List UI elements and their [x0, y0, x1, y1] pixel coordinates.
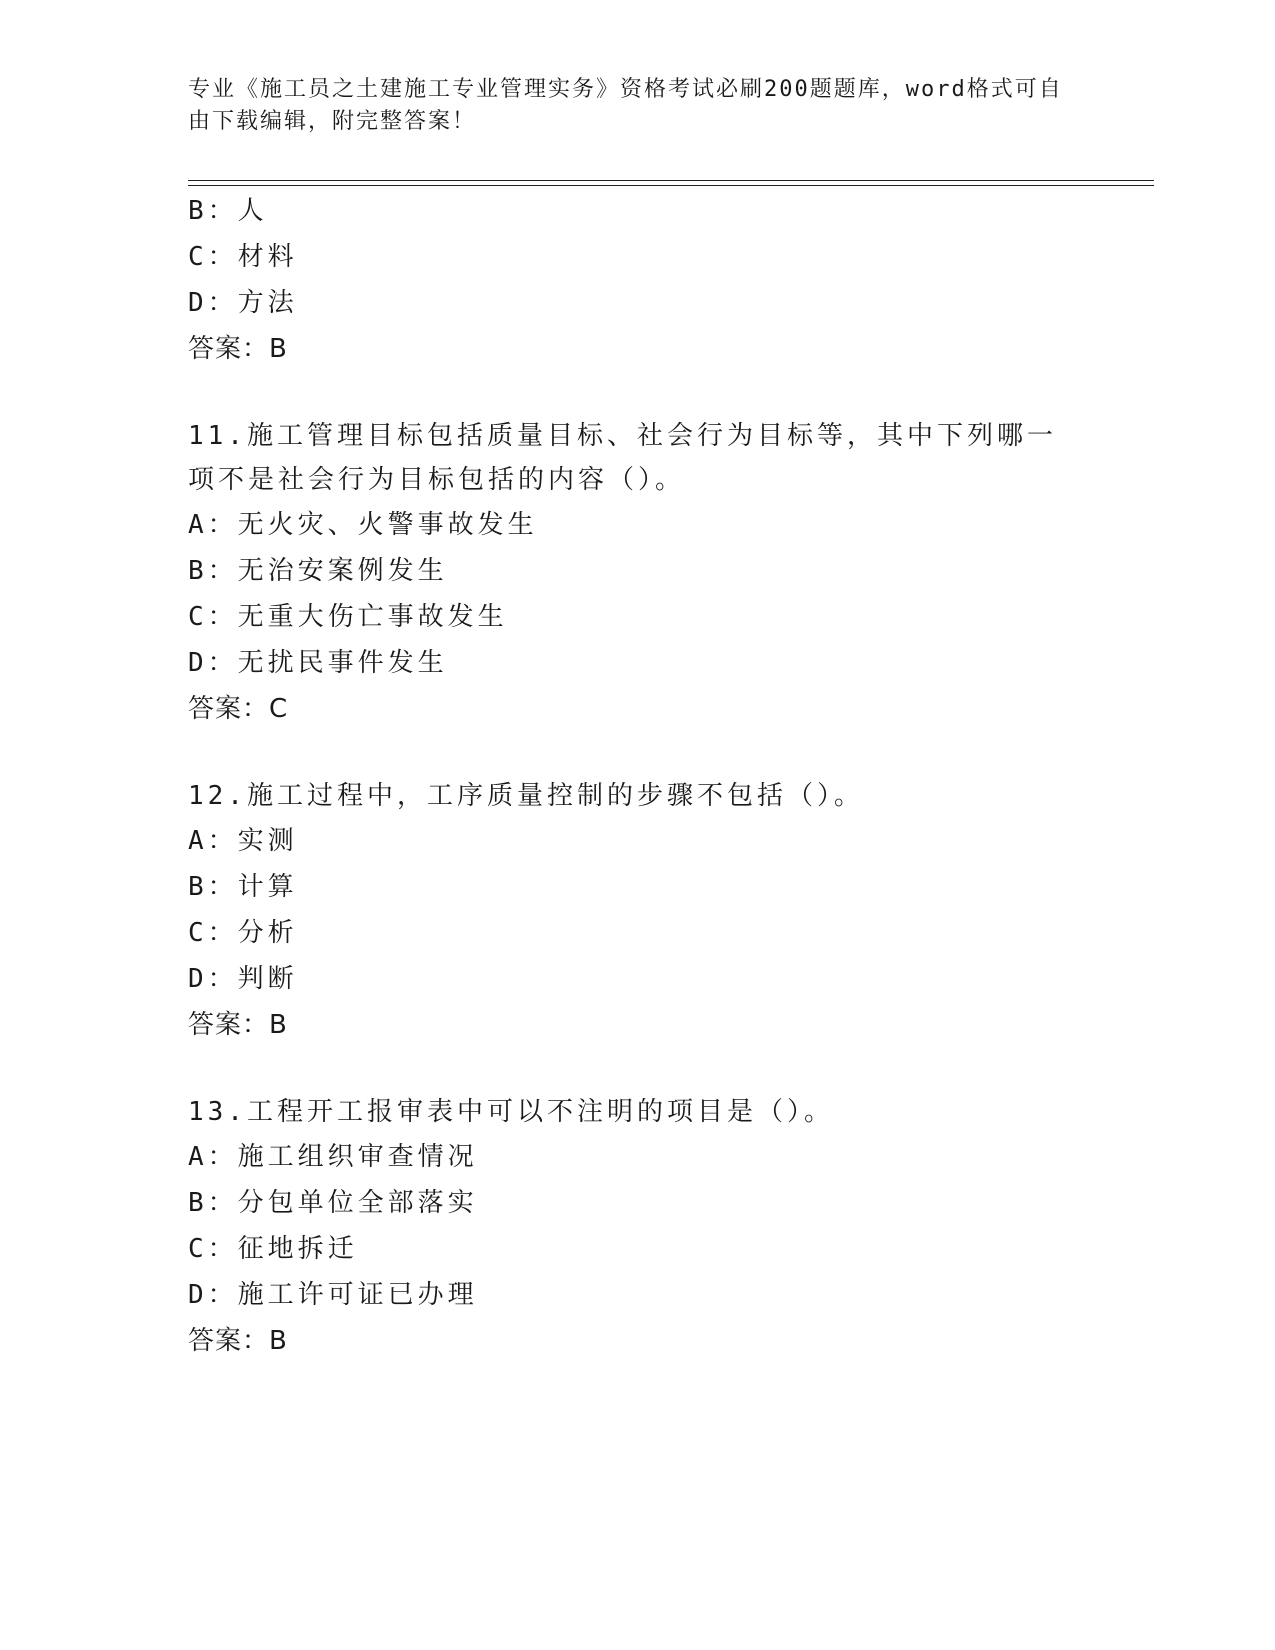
option-c: C：征地拆迁	[188, 1234, 358, 1264]
answer-line: 答案：B	[188, 1326, 288, 1356]
option-b: B：人	[188, 196, 268, 226]
option-c: C：材料	[188, 242, 298, 272]
spacer	[188, 732, 1088, 774]
option-c: C：分析	[188, 918, 298, 948]
spacer	[188, 372, 1088, 414]
option-d: D：判断	[188, 964, 298, 994]
question-text: 13.工程开工报审表中可以不注明的项目是（）。	[188, 1097, 834, 1127]
spacer	[188, 1048, 1088, 1090]
answer-line: 答案：B	[188, 1010, 288, 1040]
option-c: C：无重大伤亡事故发生	[188, 602, 508, 632]
option-b: B：分包单位全部落实	[188, 1188, 478, 1218]
question-block-12	[188, 774, 1088, 1048]
document-header-title: 专业《施工员之土建施工专业管理实务》资格考试必刷200题题库，word格式可自由下载编辑，附完整答案！	[188, 77, 1063, 134]
question-text: 11.施工管理目标包括质量目标、社会行为目标等，其中下列哪一项不是社会行为目标包括的内容（）。	[188, 421, 1057, 495]
question-list	[188, 188, 1088, 1364]
answer-line: 答案：B	[188, 334, 288, 364]
question-block-11	[188, 414, 1088, 732]
previous-question-tail	[188, 188, 1088, 372]
header-divider-bottom	[188, 185, 1154, 186]
header-divider-top	[188, 180, 1154, 181]
option-d: D：无扰民事件发生	[188, 648, 448, 678]
option-a: A：实测	[188, 826, 298, 856]
option-a: A：无火灾、火警事故发生	[188, 510, 538, 540]
question-block-13	[188, 1090, 1088, 1364]
option-b: B：计算	[188, 872, 298, 902]
option-d: D：方法	[188, 288, 298, 318]
option-a: A：施工组织审查情况	[188, 1142, 478, 1172]
option-b: B：无治安案例发生	[188, 556, 448, 586]
question-text: 12.施工过程中，工序质量控制的步骤不包括（）。	[188, 781, 864, 811]
answer-line: 答案：C	[188, 694, 289, 724]
option-d: D：施工许可证已办理	[188, 1280, 478, 1310]
